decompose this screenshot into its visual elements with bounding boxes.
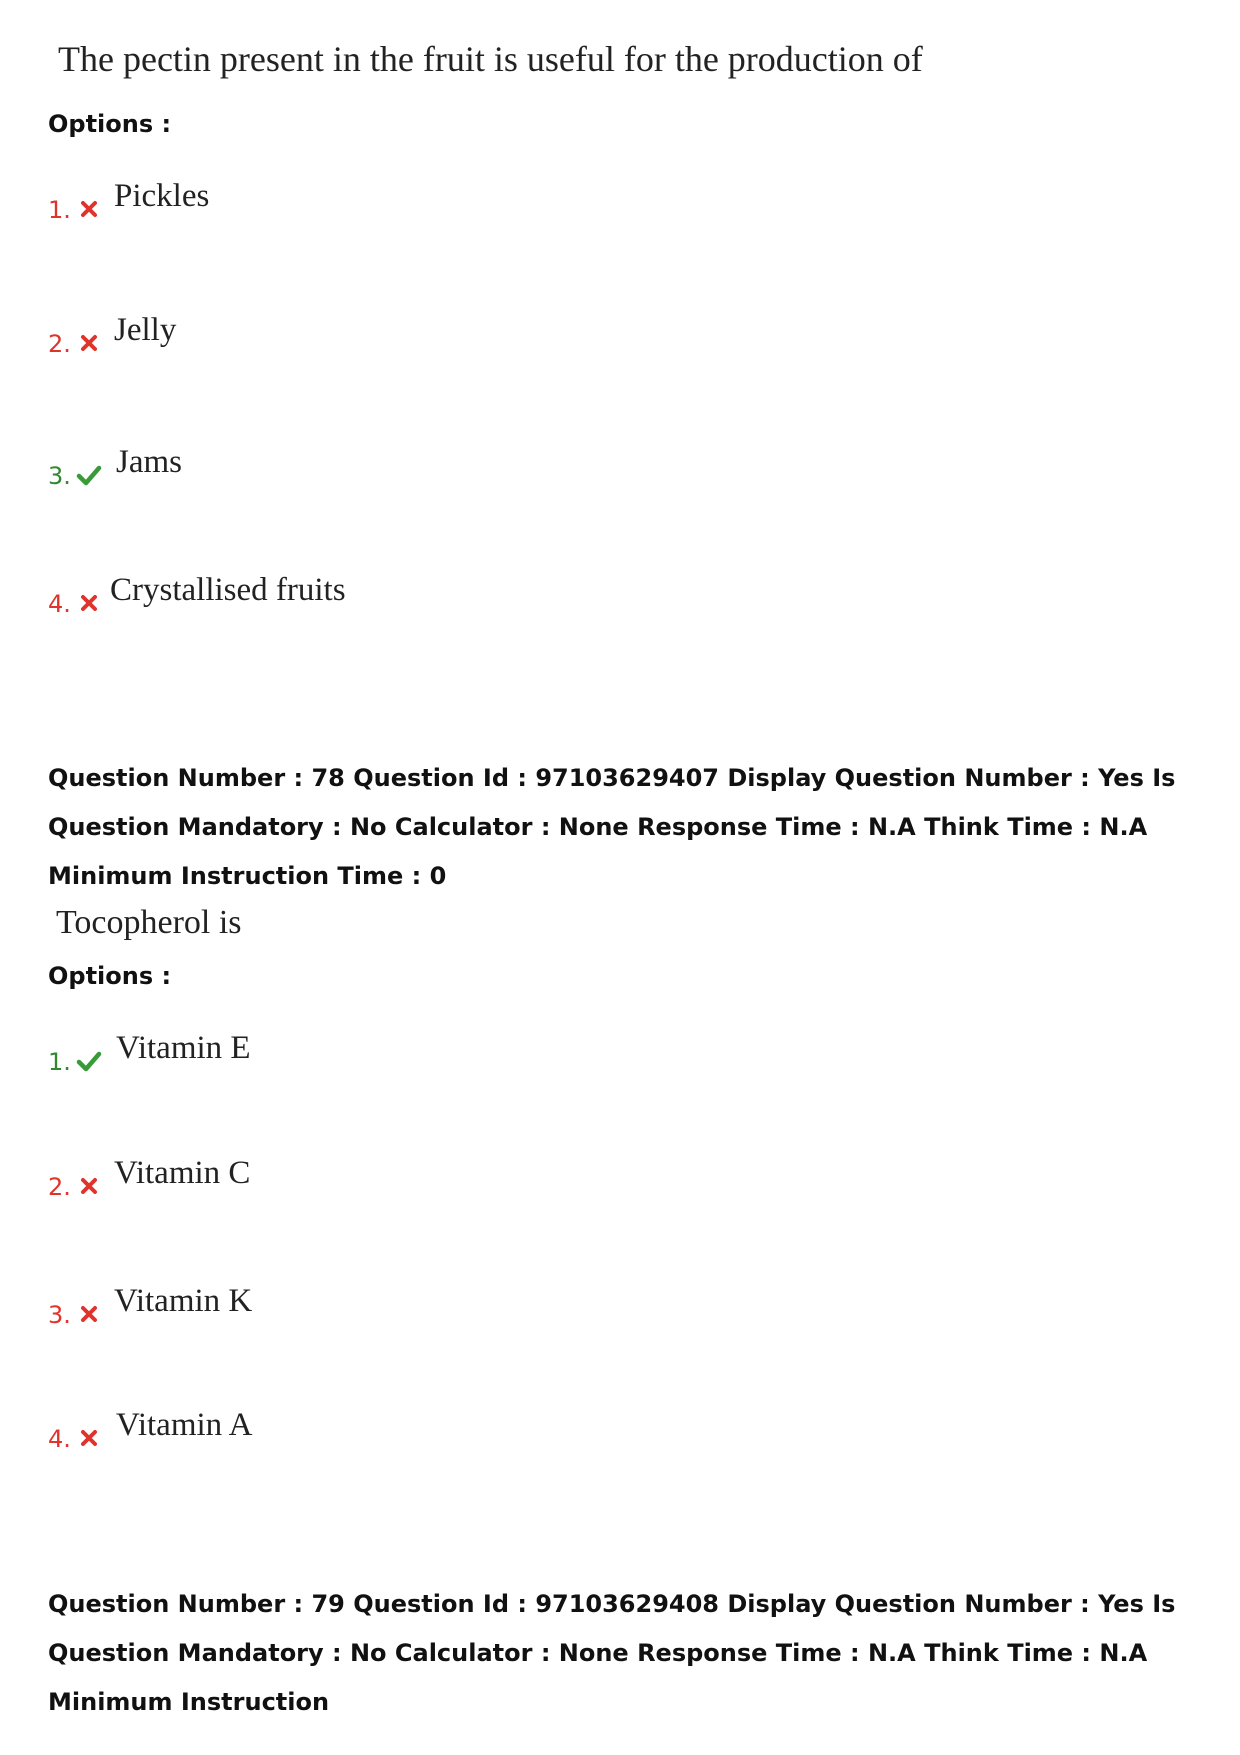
cross-icon <box>78 1175 100 1197</box>
option-number: 4. <box>48 590 71 618</box>
option-number: 2. <box>48 1173 71 1201</box>
cross-icon <box>78 1427 100 1449</box>
question-79-metadata: Question Number : 79 Question Id : 97103629408 Display Question Number : Yes Is Question Mandatory : No Calculator : None Response Time : N.A Think Time : N.A Minimum Instruction <box>48 1590 1176 1716</box>
option-text: Crystallised fruits <box>110 572 346 608</box>
cross-icon <box>78 332 100 354</box>
question-78-text: Tocopherol is <box>56 904 242 941</box>
option-number: 3. <box>48 1301 71 1329</box>
option-text: Vitamin E <box>116 1030 251 1066</box>
question-78-metadata: Question Number : 78 Question Id : 97103629407 Display Question Number : Yes Is Question Mandatory : No Calculator : None Response Time : N.A Think Time : N.A Minimum Instruction Time : 0 <box>48 764 1176 890</box>
check-icon <box>76 463 102 487</box>
option-text: Vitamin A <box>116 1407 253 1443</box>
cross-icon <box>78 1303 100 1325</box>
check-icon <box>76 1049 102 1073</box>
cross-icon <box>78 198 100 220</box>
option-number: 4. <box>48 1425 71 1453</box>
option-number: 1. <box>48 1048 71 1076</box>
question-78-options-label: Options : <box>48 962 172 990</box>
question-77-text: The pectin present in the fruit is useful for the production of <box>58 39 923 79</box>
option-text: Vitamin K <box>114 1283 253 1319</box>
option-text: Pickles <box>114 178 210 214</box>
question-77-options-label: Options : <box>48 110 172 138</box>
option-number: 3. <box>48 462 71 490</box>
cross-icon <box>78 592 100 614</box>
option-text: Jams <box>116 444 182 480</box>
option-text: Jelly <box>114 312 177 348</box>
option-number: 1. <box>48 196 71 224</box>
option-text: Vitamin C <box>114 1155 251 1191</box>
option-number: 2. <box>48 330 71 358</box>
